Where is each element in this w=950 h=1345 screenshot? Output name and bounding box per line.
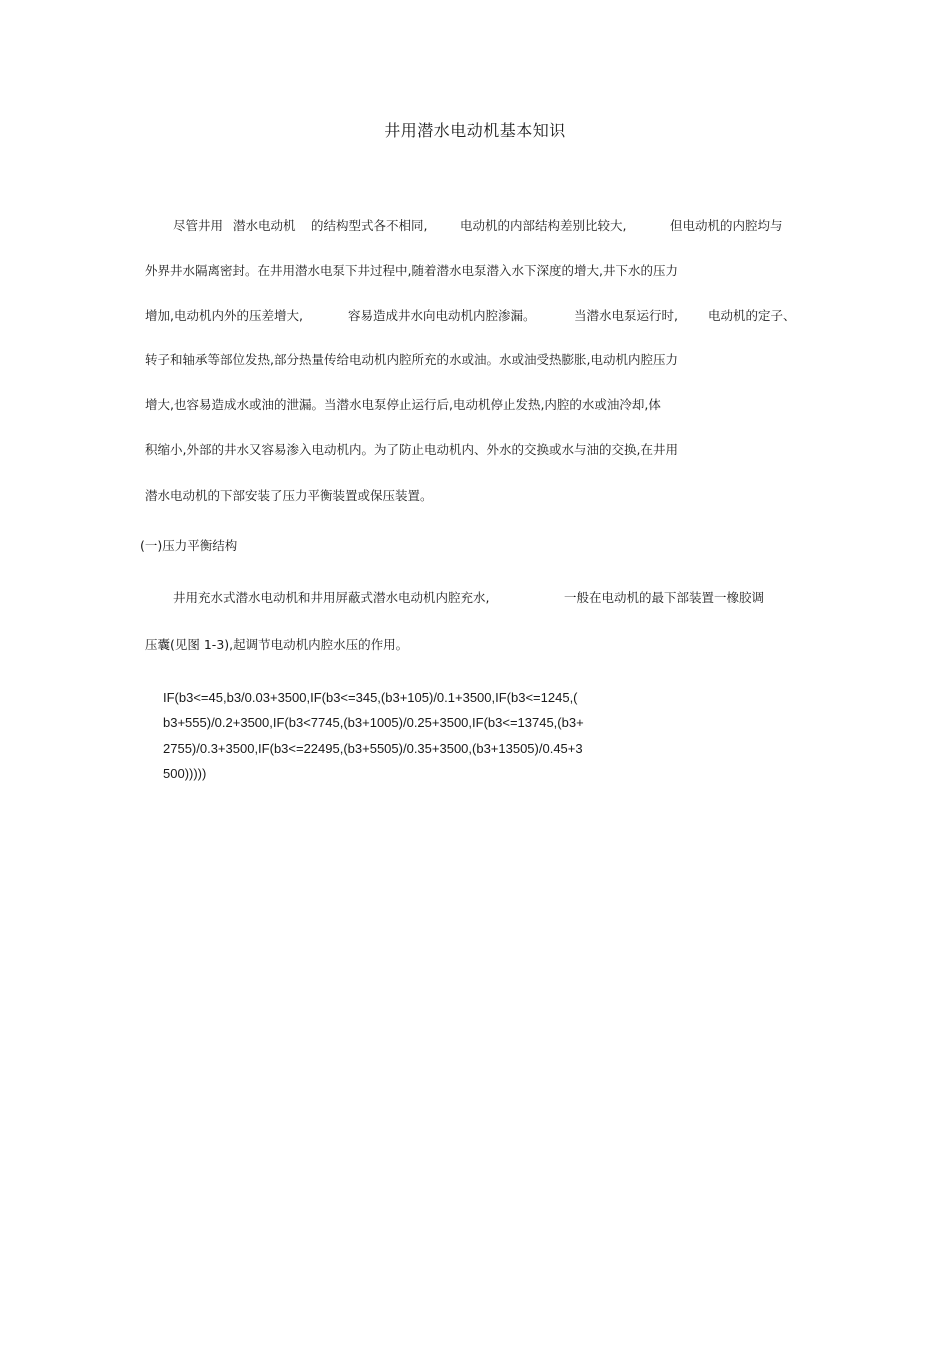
- section-heading-pressure-balance: (一)压力平衡结构: [140, 538, 238, 553]
- paragraph-1-line-1c: 的结构型式各不相同,: [311, 218, 428, 233]
- formula-line-3: 2755)/0.3+3500,IF(b3<=22495,(b3+5505)/0.35+3500,(b3+13505)/0.45+3: [163, 741, 583, 756]
- paragraph-1-line-1a: 尽管井用: [173, 218, 224, 233]
- paragraph-1-line-1b: 潜水电动机: [233, 218, 296, 233]
- paragraph-1-line-3d: 电动机的定子、: [708, 308, 796, 323]
- paragraph-1-line-2: 外界井水隔离密封。在井用潜水电泵下井过程中,随着潜水电泵潜入水下深度的增大,井下水的压力: [145, 263, 678, 278]
- paragraph-1-line-5: 增大,也容易造成水或油的泄漏。当潜水电泵停止运行后,电动机停止发热,内腔的水或油冷却,体: [145, 397, 661, 412]
- formula-line-2: b3+555)/0.2+3500,IF(b3<7745,(b3+1005)/0.25+3500,IF(b3<=13745,(b3+: [163, 715, 584, 730]
- formula-line-1: IF(b3<=45,b3/0.03+3500,IF(b3<=345,(b3+105)/0.1+3500,IF(b3<=1245,(: [163, 690, 578, 705]
- paragraph-1-line-3c: 当潜水电泵运行时,: [574, 308, 678, 323]
- paragraph-1-line-3b: 容易造成井水向电动机内腔渗漏。: [348, 308, 536, 323]
- paragraph-1-line-3a: 增加,电动机内外的压差增大,: [145, 308, 303, 323]
- paragraph-1-line-1d: 电动机的内部结构差别比较大,: [460, 218, 627, 233]
- paragraph-2-line-1a: 井用充水式潜水电动机和井用屏蔽式潜水电动机内腔充水,: [173, 590, 490, 605]
- formula-line-4: 500))))): [163, 766, 207, 781]
- paragraph-1-line-6: 积缩小,外部的井水又容易渗入电动机内。为了防止电动机内、外水的交换或水与油的交换,在井用: [145, 442, 678, 457]
- paragraph-2-line-2: 压囊(见图 1-3),起调节电动机内腔水压的作用。: [145, 637, 409, 652]
- document-title: 井用潜水电动机基本知识: [384, 121, 566, 140]
- paragraph-1-line-1e: 但电动机的内腔均与: [670, 218, 783, 233]
- paragraph-1-line-4: 转子和轴承等部位发热,部分热量传给电动机内腔所充的水或油。水或油受热膨胀,电动机内腔压力: [145, 352, 678, 367]
- paragraph-2-line-1b: 一般在电动机的最下部装置一橡胶调: [564, 590, 765, 605]
- paragraph-1-line-7: 潜水电动机的下部安装了压力平衡装置或保压装置。: [145, 488, 433, 503]
